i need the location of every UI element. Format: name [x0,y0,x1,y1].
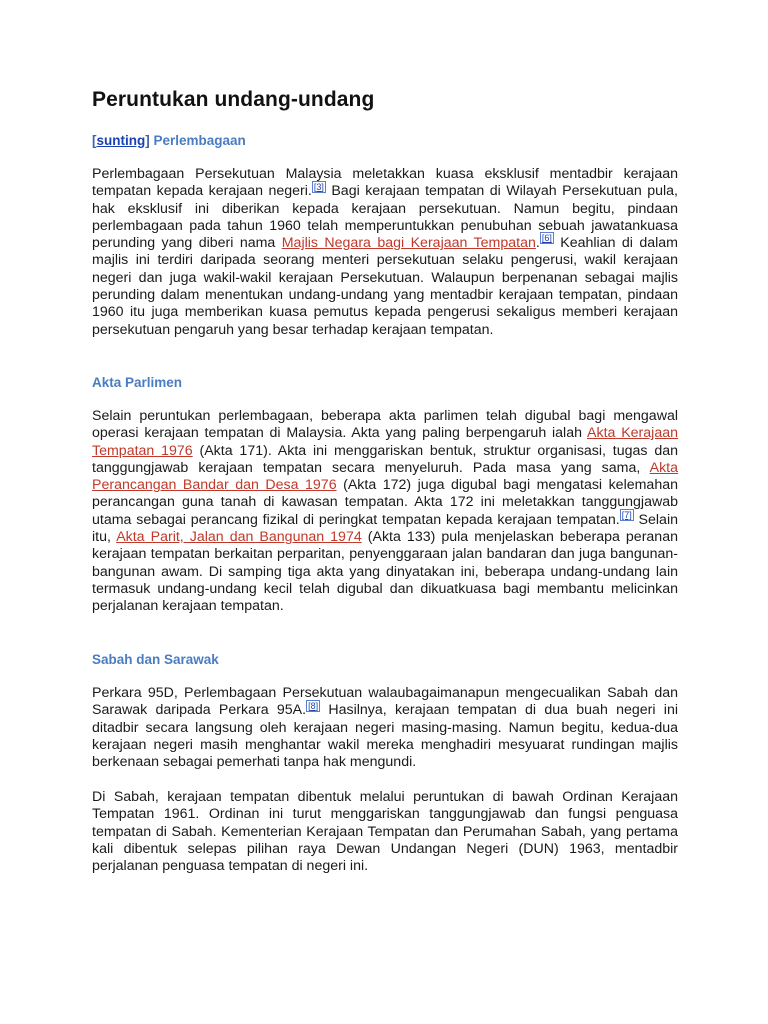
edit-open-bracket: [ [92,133,97,148]
paragraph-text: (Akta 133) pula menjelaskan beberapa peranan kerajaan tempatan berkaitan perparitan, penyenggaraan jalan bandaran dan juga bangunan-bangunan awam. Di samping tiga akta yang dinyatakan ini, beberapa undang-undang lain termasuk undang-undang kecil telah digubal dan dikuatkuasa bagi membantu melicinkan perjalanan kerajaan tempatan. [92,529,678,615]
link-akta-parit[interactable]: Akta Parit, Jalan dan Bangunan 1974 [116,529,362,546]
reference-link[interactable]: [7] [621,510,632,521]
paragraph-text: Selain itu, [92,511,678,546]
link-akta-kerajaan-tempatan[interactable]: Akta Kerajaan Tempatan 1976 [92,425,679,459]
paragraph-text: Perkara 95D, Perlembagaan Persekutuan walaubagaimanapun mengecualikan Sabah dan Sarawak daripada Perkara 95A. [92,685,678,719]
link-akta-perancangan[interactable]: Akta Perancangan Bandar dan Desa 1976 [92,459,678,494]
paragraph-text: Keahlian di dalam majlis ini terdiri daripada seorang menteri persekutuan selaku pengerusi, wakil kerajaan negeri dan juga wakil-wakil kerajaan Persekutuan. Walaupun berpenanan sebagai majlis perunding dalam menentukan undang-undang yang mentadbir kerajaan tempatan, pindaan 1960 itu juga memberikan kuasa pemutus kepada pengerusi sekaligus memberi kerajaan persekutuan pengaruh yang besar terhadap kerajaan tempatan. [92,235,678,338]
paragraph-text: (Akta 171). Akta ini menggariskan bentuk, struktur organisasi, tugas dan tanggungjawab kerajaan tempatan secara menyeluruh. Pada masa yang sama, [92,442,678,476]
paragraph-text: Perlembagaan Persekutuan Malaysia meletakkan kuasa eksklusif mentadbir kerajaan tempatan kepada kerajaan negeri. [92,166,678,200]
paragraph-text: Bagi kerajaan tempatan di Wilayah Persekutuan pula, hak eksklusif ini diberikan kepada kerajaan persekutuan. Namun begitu, pindaan perlembagaan pada tahun 1960 telah memperuntukkan penubuhan sebuah jawatankuasa perunding yang diberi nama [92,183,678,252]
page-title: Peruntukan undang-undang [92,88,375,111]
reference-link[interactable]: [8] [308,700,319,711]
section-edit-line [92,133,246,148]
paragraph-akta-parlimen [92,408,678,616]
reference-link[interactable]: [6] [541,233,552,244]
paragraph-text: Hasilnya, kerajaan tempatan di dua buah negeri ini ditadbir secara langsung oleh kerajaan negeri masing-masing. Namun begitu, kedua-dua kerajaan negeri masih menghantar wakil mereka menghadiri mesyuarat rundingan majlis berkenaan sebagai pemerhati tanpa hak mengundi. [92,702,678,771]
link-majlis-negara[interactable]: Majlis Negara bagi Kerajaan Tempatan [281,235,536,252]
paragraph-perlembagaan [92,166,678,339]
section-heading-sabah-sarawak: Sabah dan Sarawak [92,652,219,667]
paragraph-text: (Akta 172) juga digubal bagi mengatasi kelemahan perancangan guna tanah di kawasan tempatan. Akta 172 ini meletakkan tanggungjawab utama sebagai perancang fizikal di peringkat tempatan kepada kerajaan tempatan. [92,477,678,528]
edit-link[interactable]: sunting [96,133,146,148]
section-heading-perlembagaan: Perlembagaan [153,133,246,148]
section-heading-akta-parlimen: Akta Parlimen [92,375,183,390]
paragraph-sabah: Di Sabah, kerajaan tempatan dibentuk melalui peruntukan di bawah Ordinan Kerajaan Tempatan 1961. Ordinan ini turut menggariskan tanggungjawab dan fungsi penguasa tempatan di Sabah. Kementerian Kerajaan Tempatan dan Perumahan Sabah, yang pertama kali dibentuk selepas pilihan raya Dewan Undangan Negeri (DUN) 1963, mentadbir perjalanan penguasa tempatan di negeri ini. [92,789,678,875]
edit-close-bracket: ] [145,133,150,148]
paragraph-sabah-sarawak [92,685,678,771]
paragraph-text: Selain peruntukan perlembagaan, beberapa akta parlimen telah digubal bagi mengawal operasi kerajaan tempatan di Malaysia. Akta yang paling berpengaruh ialah [92,408,678,442]
paragraph-text: . [535,235,540,252]
reference-link[interactable]: [3] [313,181,324,192]
